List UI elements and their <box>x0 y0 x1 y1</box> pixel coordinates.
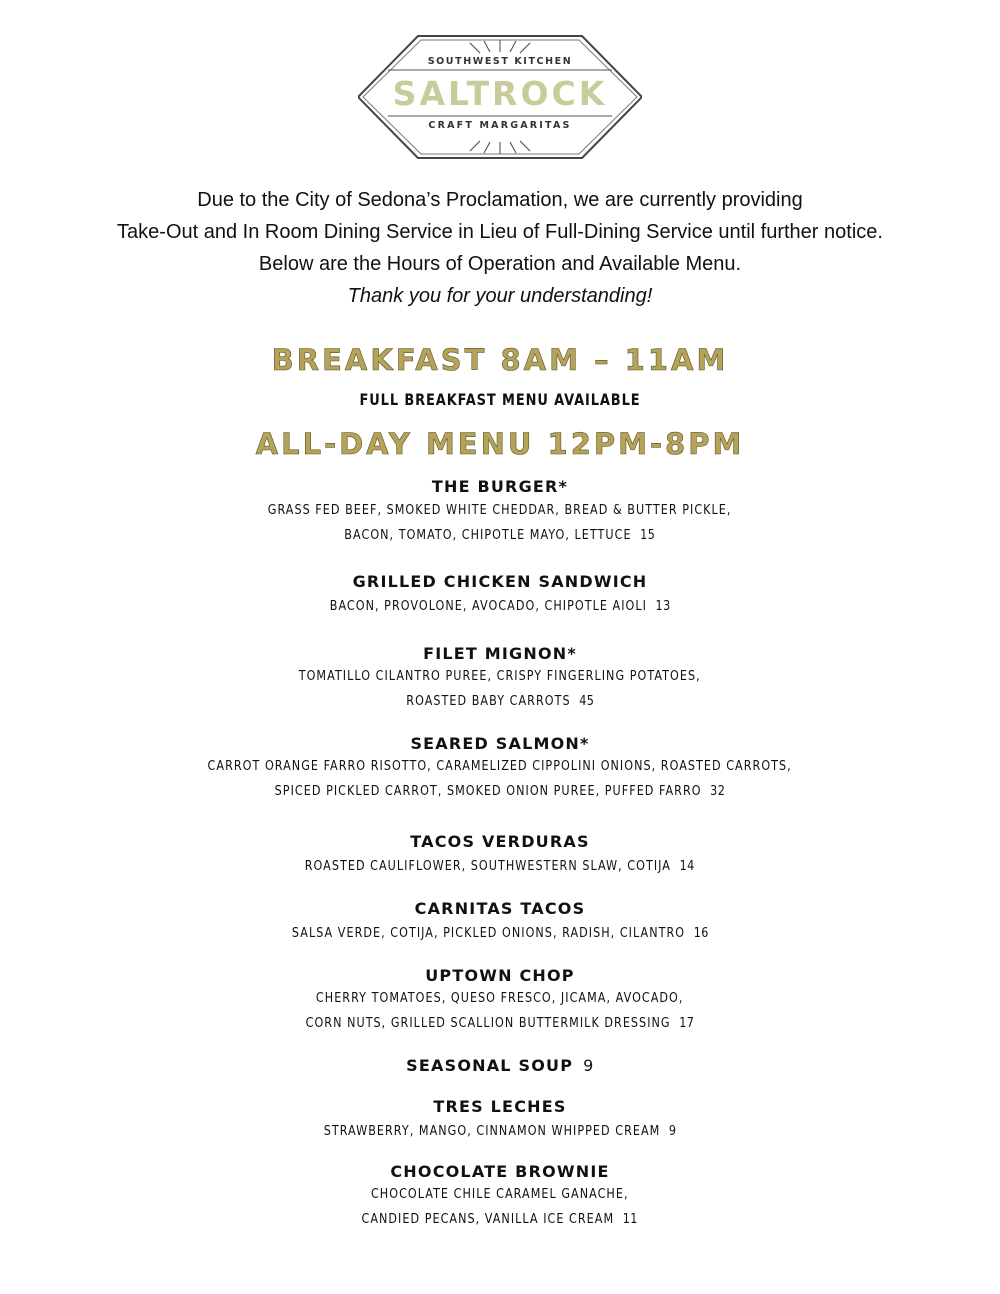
menu-item-desc <box>0 694 1000 709</box>
menu-item-desc <box>0 599 1000 614</box>
menu-item-desc-text: SPICED PICKLED CARROT, SMOKED ONION PUREE, PUFFED FARRO <box>274 784 702 799</box>
menu-item-desc <box>0 759 1000 774</box>
menu-item-desc-text: CANDIED PECANS, VANILLA ICE CREAM <box>361 1212 615 1227</box>
menu-item-price: 9 <box>583 1056 594 1075</box>
menu-item-desc <box>0 991 1000 1006</box>
menu-item-title-row <box>0 1056 1000 1075</box>
menu-item-desc <box>0 1187 1000 1202</box>
menu-item-desc-text: STRAWBERRY, MANGO, CINNAMON WHIPPED CREAM <box>323 1124 661 1139</box>
notice-line-3: Below are the Hours of Operation and Available Menu. <box>258 253 742 275</box>
menu-item-title: CARNITAS TACOS <box>414 899 586 918</box>
menu-item-price: 17 <box>679 1016 695 1031</box>
allday-heading: ALL-DAY MENU 12PM-8PM <box>255 427 745 461</box>
menu-item-desc-text: CORN NUTS, GRILLED SCALLION BUTTERMILK DRESSING <box>305 1016 671 1031</box>
menu-item-price: 16 <box>693 926 709 941</box>
menu-item-price: 32 <box>710 784 726 799</box>
notice-line-1: Due to the City of Sedona’s Proclamation, we are currently providing <box>197 189 803 211</box>
menu-item-desc-text: ROASTED BABY CARROTS <box>406 694 571 709</box>
menu-item-desc <box>0 669 1000 684</box>
menu-item-desc <box>0 859 1000 874</box>
menu-item-price: 9 <box>668 1124 677 1139</box>
breakfast-subheading: FULL BREAKFAST MENU AVAILABLE <box>359 390 641 409</box>
menu-item-desc <box>0 1124 1000 1139</box>
menu-item-desc <box>0 528 1000 543</box>
menu-item-desc <box>0 926 1000 941</box>
menu-item-desc-text: GRASS FED BEEF, SMOKED WHITE CHEDDAR, BREAD & BUTTER PICKLE, <box>268 503 732 518</box>
menu-item-title: SEASONAL SOUP <box>406 1056 574 1075</box>
menu-item-desc-text: BACON, TOMATO, CHIPOTLE MAYO, LETTUCE <box>344 528 632 543</box>
menu-item-title: GRILLED CHICKEN SANDWICH <box>352 572 648 591</box>
menu-item-title: UPTOWN CHOP <box>425 966 575 985</box>
menu-item-desc <box>0 784 1000 799</box>
menu-item-title: CHOCOLATE BROWNIE <box>390 1162 610 1181</box>
menu-item-price: 14 <box>679 859 695 874</box>
notice-line-2: Take-Out and In Room Dining Service in Lieu of Full-Dining Service until further notice. <box>117 221 883 243</box>
menu-item-desc-text: CHOCOLATE CHILE CARAMEL GANACHE, <box>371 1187 629 1202</box>
menu-item-price: 13 <box>655 599 671 614</box>
menu-item-title: TRES LECHES <box>433 1097 567 1116</box>
menu-item-desc <box>0 503 1000 518</box>
menu-item-title: TACOS VERDURAS <box>410 832 590 851</box>
menu-item-price: 45 <box>578 694 594 709</box>
menu-item-title: SEARED SALMON* <box>410 734 590 753</box>
menu-item-price: 15 <box>640 528 656 543</box>
menu-item-price: 11 <box>623 1212 639 1227</box>
breakfast-heading: BREAKFAST 8AM – 11AM <box>271 343 729 377</box>
menu-item-desc <box>0 1212 1000 1227</box>
logo-tagline-top: SOUTHWEST KITCHEN <box>427 56 573 67</box>
menu-item-desc <box>0 1016 1000 1031</box>
logo-tagline-bottom: CRAFT MARGARITAS <box>428 120 572 131</box>
menu-item-desc-text: TOMATILLO CILANTRO PUREE, CRISPY FINGERLING POTATOES, <box>299 669 701 684</box>
menu-item-desc-text: BACON, PROVOLONE, AVOCADO, CHIPOTLE AIOLI <box>329 599 647 614</box>
logo-wordmark: SALTROCK <box>392 74 608 113</box>
menu-item-title: FILET MIGNON* <box>423 644 577 663</box>
menu-item-desc-text: CHERRY TOMATOES, QUESO FRESCO, JICAMA, AVOCADO, <box>316 991 684 1006</box>
menu-item-desc-text: ROASTED CAULIFLOWER, SOUTHWESTERN SLAW, COTIJA <box>305 859 672 874</box>
menu-item-desc-text: SALSA VERDE, COTIJA, PICKLED ONIONS, RADISH, CILANTRO <box>291 926 685 941</box>
saltrock-logo <box>358 34 642 160</box>
menu-item-title: THE BURGER* <box>431 477 569 496</box>
menu-item-desc-text: CARROT ORANGE FARRO RISOTTO, CARAMELIZED CIPPOLINI ONIONS, ROASTED CARROTS, <box>207 759 793 774</box>
notice-thanks: Thank you for your understanding! <box>347 285 653 307</box>
